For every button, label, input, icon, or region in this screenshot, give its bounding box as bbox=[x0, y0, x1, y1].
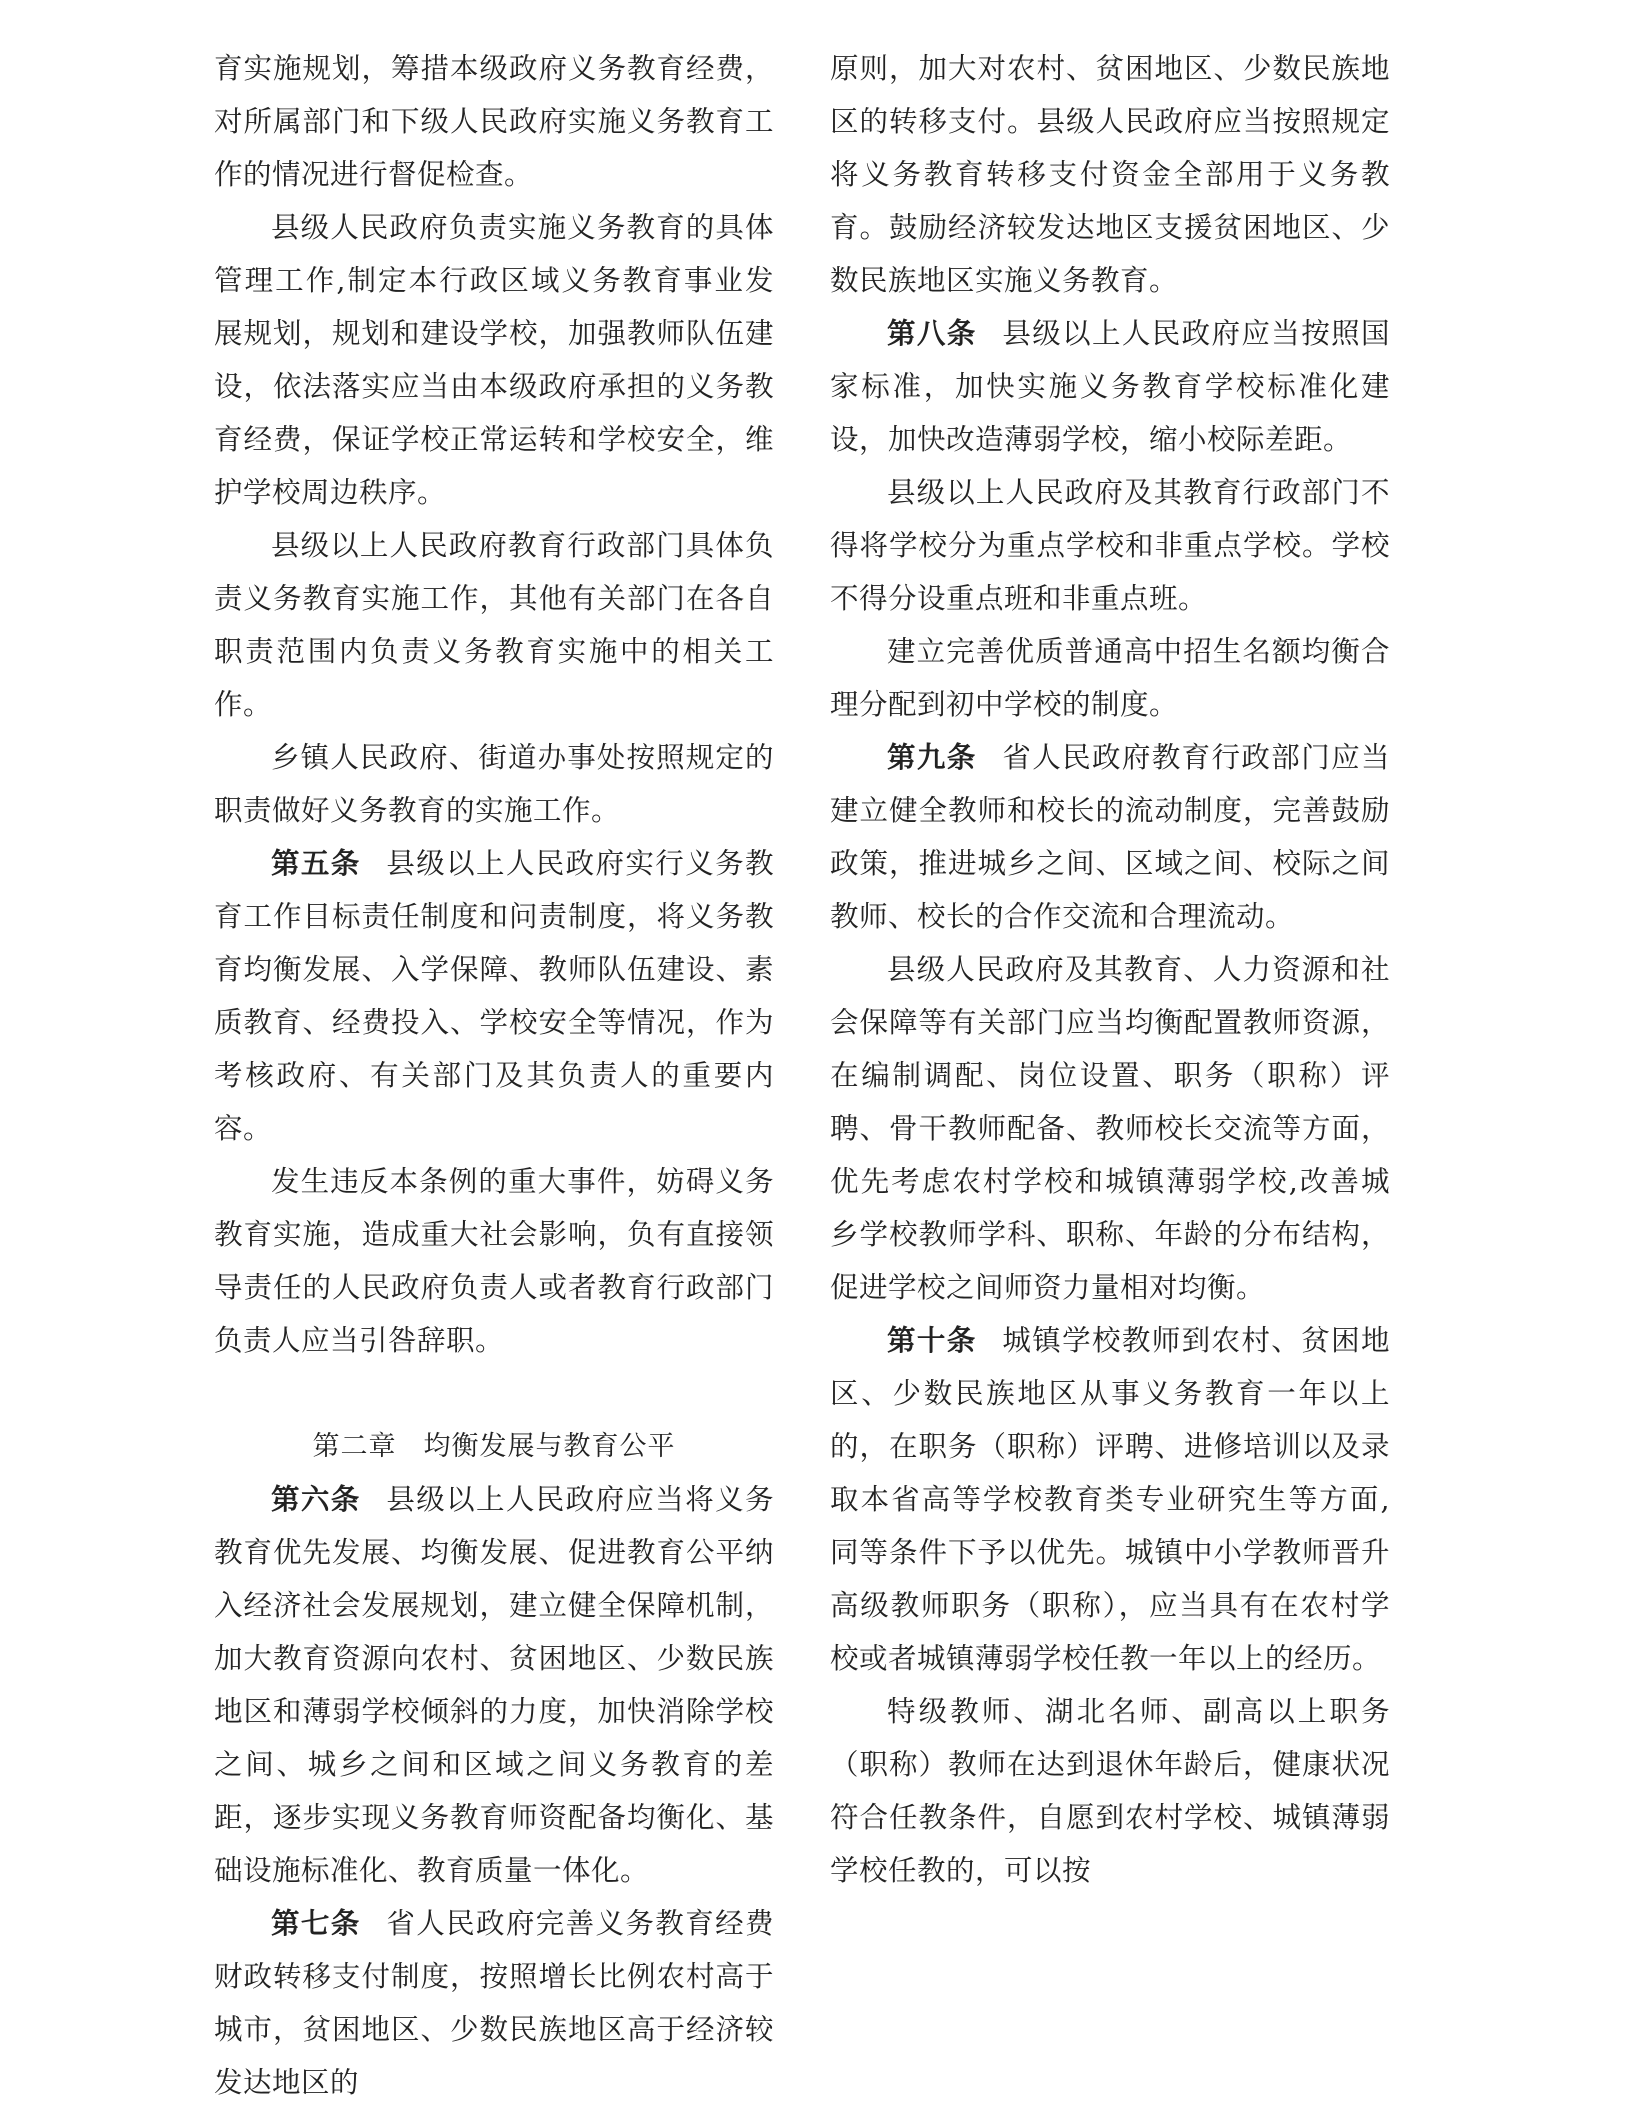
article-8-text: 县级以上人民政府应当按照国家标准，加快实施义务教育学校标准化建设，加快改造薄弱学校，缩小校际差距。 bbox=[830, 317, 1390, 456]
paragraph-continued: 原则，加大对农村、贫困地区、少数民族地区的转移支付。县级人民政府应当按照规定将义务教育转移支付资金全部用于义务教育。鼓励经济较发达地区支援贫困地区、少数民族地区实施义务教育。 bbox=[830, 52, 1390, 297]
chapter-heading bbox=[214, 1420, 774, 1473]
paragraph-township-duties: 乡镇人民政府、街道办事处按照规定的职责做好义务教育的实施工作。 bbox=[214, 741, 774, 827]
article-10-heading: 第十条 bbox=[887, 1324, 977, 1357]
article-5-text: 县级以上人民政府实行义务教育工作目标责任制度和问责制度，将义务教育均衡发展、入学保障、教师队伍建设、素质教育、经费投入、学校安全等情况，作为考核政府、有关部门及其负责人的重要内容。 bbox=[214, 847, 774, 1145]
paragraph-no-key-schools: 县级以上人民政府及其教育行政部门不得将学校分为重点学校和非重点学校。学校不得分设重点班和非重点班。 bbox=[830, 476, 1390, 615]
article-6 bbox=[214, 1473, 774, 1897]
article-8-heading: 第八条 bbox=[887, 317, 977, 350]
chapter-spacer bbox=[214, 1367, 774, 1420]
article-7 bbox=[214, 1897, 774, 2109]
chapter-number: 第二章 bbox=[312, 1431, 397, 1462]
article-6-heading: 第六条 bbox=[271, 1483, 361, 1516]
article-5 bbox=[214, 837, 774, 1155]
article-9-text: 省人民政府教育行政部门应当建立健全教师和校长的流动制度，完善鼓励政策，推进城乡之间、区域之间、校际之间教师、校长的合作交流和合理流动。 bbox=[830, 741, 1390, 933]
article-7-text: 省人民政府完善义务教育经费财政转移支付制度，按照增长比例农村高于城市，贫困地区、少数民族地区高于经济较发达地区的 bbox=[214, 1907, 774, 2099]
paragraph-county-government-duties: 县级人民政府负责实施义务教育的具体管理工作,制定本行政区域义务教育事业发展规划，规划和建设学校，加强教师队伍建设，依法落实应当由本级政府承担的义务教育经费，保证学校正常运转和学校安全，维护学校周边秩序。 bbox=[214, 211, 774, 509]
chapter-title: 均衡发展与教育公平 bbox=[423, 1431, 676, 1462]
paragraph-enrollment-quota: 建立完善优质普通高中招生名额均衡合理分配到初中学校的制度。 bbox=[830, 635, 1390, 721]
paragraph-teacher-allocation: 县级人民政府及其教育、人力资源和社会保障等有关部门应当均衡配置教师资源，在编制调配、岗位设置、职务（职称）评聘、骨干教师配备、教师校长交流等方面，优先考虑农村学校和城镇薄弱学校,改善城乡学校教师学科、职称、年龄的分布结构，促进学校之间师资力量相对均衡。 bbox=[830, 953, 1390, 1304]
paragraph-education-department-duties: 县级以上人民政府教育行政部门具体负责义务教育实施工作，其他有关部门在各自职责范围内负责义务教育实施中的相关工作。 bbox=[214, 529, 774, 721]
article-7-heading: 第七条 bbox=[271, 1907, 361, 1940]
article-5-heading: 第五条 bbox=[271, 847, 361, 880]
article-10-text: 城镇学校教师到农村、贫困地区、少数民族地区从事义务教育一年以上的，在职务（职称）评聘、进修培训以及录取本省高等学校教育类专业研究生等方面,同等条件下予以优先。城镇中小学教师晋升高级教师职务（职称），应当具有在农村学校或者城镇薄弱学校任教一年以上的经历。 bbox=[830, 1324, 1390, 1675]
paragraph-continued: 育实施规划，筹措本级政府义务教育经费，对所属部门和下级人民政府实施义务教育工作的情况进行督促检查。 bbox=[214, 52, 774, 191]
paragraph-retired-teachers: 特级教师、湖北名师、副高以上职务（职称）教师在达到退休年龄后，健康状况符合任教条件，自愿到农村学校、城镇薄弱学校任教的，可以按 bbox=[830, 1695, 1390, 1887]
left-column bbox=[214, 42, 774, 2109]
paragraph-accountability: 发生违反本条例的重大事件，妨碍义务教育实施，造成重大社会影响，负有直接领导责任的人民政府负责人或者教育行政部门负责人应当引咎辞职。 bbox=[214, 1165, 774, 1357]
article-8 bbox=[830, 307, 1390, 466]
right-column bbox=[830, 42, 1390, 1897]
article-10 bbox=[830, 1314, 1390, 1685]
article-9 bbox=[830, 731, 1390, 943]
article-6-text: 县级以上人民政府应当将义务教育优先发展、均衡发展、促进教育公平纳入经济社会发展规划，建立健全保障机制，加大教育资源向农村、贫困地区、少数民族地区和薄弱学校倾斜的力度，加快消除学校之间、城乡之间和区域之间义务教育的差距，逐步实现义务教育师资配备均衡化、基础设施标准化、教育质量一体化。 bbox=[214, 1483, 774, 1887]
article-9-heading: 第九条 bbox=[887, 741, 977, 774]
